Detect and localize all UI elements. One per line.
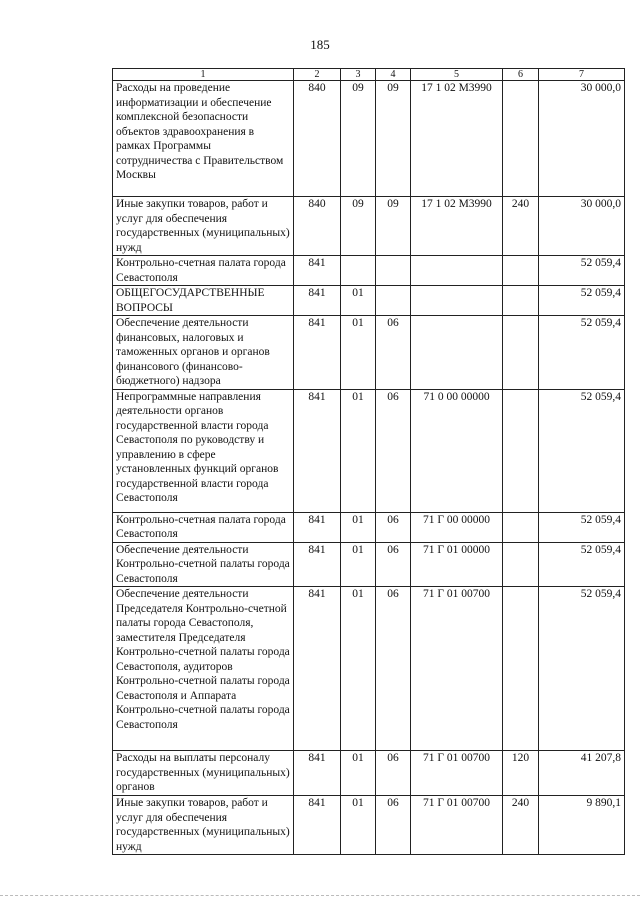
row-ved: 841 <box>294 542 341 587</box>
row-pr: 06 <box>376 512 411 542</box>
table-row <box>113 316 625 390</box>
row-name: Обеспечение деятельности Контрольно-счетной палаты города Севастополя <box>113 542 294 587</box>
row-name: ОБЩЕГОСУДАРСТВЕННЫЕ ВОПРОСЫ <box>113 286 294 316</box>
row-csr: 71 Г 01 00700 <box>411 587 503 751</box>
row-name: Иные закупки товаров, работ и услуг для обеспечения государственных (муниципальных) нужд <box>113 796 294 855</box>
table-row <box>113 197 625 256</box>
header-row <box>113 69 625 81</box>
row-rz: 01 <box>341 587 376 751</box>
row-vr <box>503 81 539 197</box>
row-pr: 06 <box>376 389 411 512</box>
row-sum: 9 890,1 <box>539 796 625 855</box>
row-ved: 841 <box>294 256 341 286</box>
row-pr: 06 <box>376 587 411 751</box>
row-rz: 01 <box>341 316 376 390</box>
row-name: Иные закупки товаров, работ и услуг для обеспечения государственных (муниципальных) нужд <box>113 197 294 256</box>
col-header: 3 <box>341 69 376 81</box>
table-row <box>113 751 625 796</box>
row-rz: 01 <box>341 542 376 587</box>
row-pr: 06 <box>376 751 411 796</box>
row-vr <box>503 512 539 542</box>
row-ved: 840 <box>294 197 341 256</box>
row-csr <box>411 316 503 390</box>
row-sum: 30 000,0 <box>539 197 625 256</box>
table-row <box>113 796 625 855</box>
row-ved: 841 <box>294 389 341 512</box>
row-name: Контрольно-счетная палата города Севастополя <box>113 256 294 286</box>
row-rz: 01 <box>341 796 376 855</box>
row-csr: 71 Г 00 00000 <box>411 512 503 542</box>
row-pr: 06 <box>376 316 411 390</box>
row-csr: 17 1 02 М3990 <box>411 197 503 256</box>
row-sum: 52 059,4 <box>539 542 625 587</box>
page-number: 185 <box>310 37 330 52</box>
row-vr <box>503 286 539 316</box>
row-name: Контрольно-счетная палата города Севастополя <box>113 512 294 542</box>
row-pr: 09 <box>376 197 411 256</box>
row-csr <box>411 286 503 316</box>
row-sum: 41 207,8 <box>539 751 625 796</box>
row-csr: 71 Г 01 00700 <box>411 796 503 855</box>
row-ved: 841 <box>294 316 341 390</box>
row-pr <box>376 256 411 286</box>
row-vr <box>503 587 539 751</box>
col-header: 4 <box>376 69 411 81</box>
row-name: Расходы на выплаты персоналу государственных (муниципальных) органов <box>113 751 294 796</box>
row-csr <box>411 256 503 286</box>
col-header: 5 <box>411 69 503 81</box>
row-ved: 841 <box>294 512 341 542</box>
row-pr <box>376 286 411 316</box>
col-header: 2 <box>294 69 341 81</box>
row-rz: 01 <box>341 389 376 512</box>
row-pr: 06 <box>376 796 411 855</box>
row-name: Расходы на проведение информатизации и обеспечение комплексной безопасности объектов здравоохранения в рамках Программы сотрудничества с Правительством Москвы <box>113 81 294 197</box>
budget-table <box>112 68 625 855</box>
row-vr <box>503 316 539 390</box>
table-row <box>113 587 625 751</box>
row-rz: 01 <box>341 286 376 316</box>
row-pr: 06 <box>376 542 411 587</box>
row-sum: 52 059,4 <box>539 587 625 751</box>
col-header: 6 <box>503 69 539 81</box>
table-row <box>113 286 625 316</box>
row-name: Непрограммные направления деятельности органов государственной власти города Севастополя по руководству и управлению в сфере установленных функций органов государственной власти города Севастополя <box>113 389 294 512</box>
row-vr <box>503 389 539 512</box>
row-name: Обеспечение деятельности Председателя Контрольно-счетной палаты города Севастополя, заместителя Председателя Контрольно-счетной палаты города Севастополя, аудиторов Контрольно-счетной палаты города Севастополя и Аппарата Контрольно-счетной палаты города Севастополя <box>113 587 294 751</box>
row-rz <box>341 256 376 286</box>
row-csr: 17 1 02 М3990 <box>411 81 503 197</box>
row-sum: 52 059,4 <box>539 286 625 316</box>
col-header: 1 <box>113 69 294 81</box>
row-name: Обеспечение деятельности финансовых, налоговых и таможенных органов и органов финансового (финансово-бюджетного) надзора <box>113 316 294 390</box>
row-vr: 240 <box>503 796 539 855</box>
row-vr: 240 <box>503 197 539 256</box>
table-row <box>113 512 625 542</box>
table-row <box>113 256 625 286</box>
row-ved: 841 <box>294 751 341 796</box>
row-rz: 01 <box>341 512 376 542</box>
row-rz: 01 <box>341 751 376 796</box>
row-csr: 71 0 00 00000 <box>411 389 503 512</box>
row-sum: 52 059,4 <box>539 512 625 542</box>
row-csr: 71 Г 01 00700 <box>411 751 503 796</box>
page-bottom-divider <box>0 895 640 896</box>
row-rz: 09 <box>341 81 376 197</box>
row-pr: 09 <box>376 81 411 197</box>
row-csr: 71 Г 01 00000 <box>411 542 503 587</box>
table-row <box>113 389 625 512</box>
row-vr <box>503 256 539 286</box>
row-sum: 52 059,4 <box>539 256 625 286</box>
row-ved: 841 <box>294 587 341 751</box>
row-sum: 52 059,4 <box>539 389 625 512</box>
row-sum: 52 059,4 <box>539 316 625 390</box>
row-ved: 841 <box>294 286 341 316</box>
col-header: 7 <box>539 69 625 81</box>
row-vr: 120 <box>503 751 539 796</box>
row-ved: 840 <box>294 81 341 197</box>
table-row <box>113 542 625 587</box>
row-vr <box>503 542 539 587</box>
row-ved: 841 <box>294 796 341 855</box>
row-rz: 09 <box>341 197 376 256</box>
table-row <box>113 81 625 197</box>
row-sum: 30 000,0 <box>539 81 625 197</box>
